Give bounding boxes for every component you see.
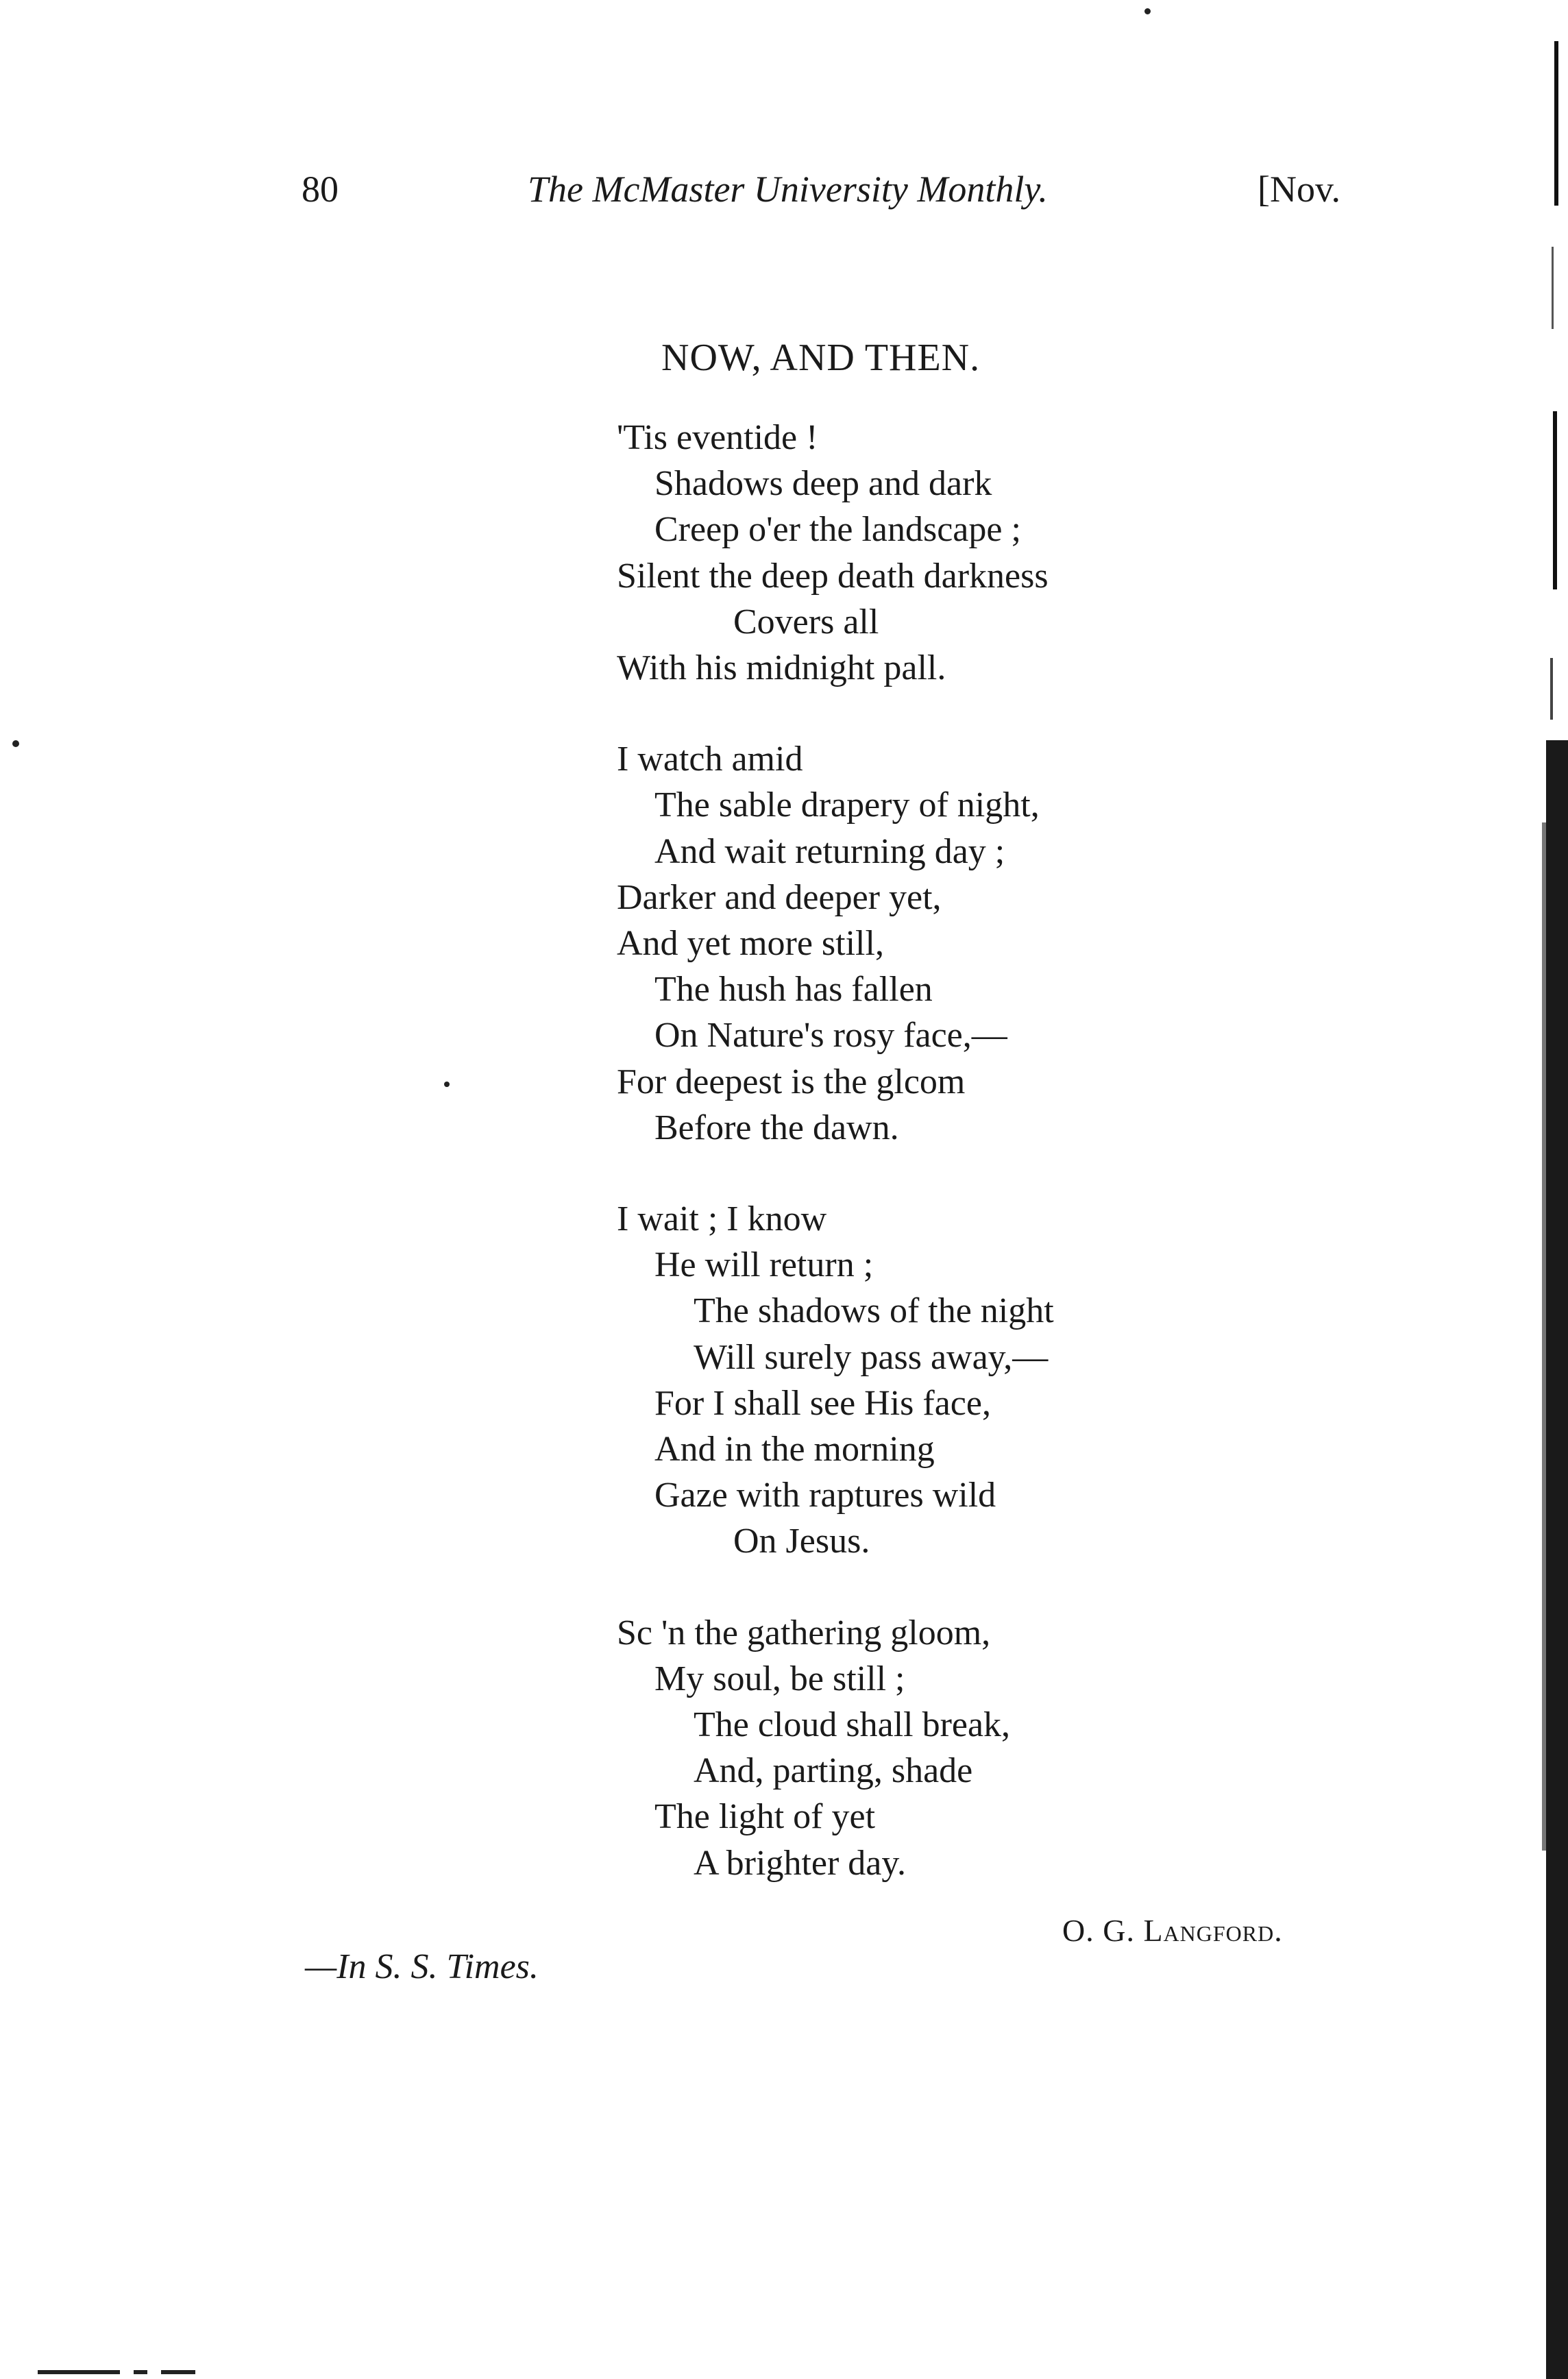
page-header (0, 168, 1568, 223)
scan-speck (444, 1082, 450, 1087)
poem-line: I wait ; I know (617, 1199, 827, 1239)
poem-line: Gaze with raptures wild (654, 1476, 996, 1515)
scan-edge-shadow (1527, 0, 1568, 2379)
poem-line: He will return ; (654, 1245, 874, 1285)
poem-author (1062, 1912, 1283, 1949)
poem-line: On Jesus. (733, 1522, 870, 1561)
poem-line: And, parting, shade (694, 1751, 973, 1791)
poem-title: NOW, AND THEN. (661, 337, 981, 379)
poem-line: 'Tis eventide ! (617, 418, 818, 457)
poem-line: Will surely pass away,— (694, 1337, 1049, 1377)
author-name: O. G. Langford. (1062, 1913, 1283, 1948)
poem-line: Sc 'n the gathering gloom, (617, 1613, 991, 1652)
scan-rule (38, 2370, 195, 2374)
poem-line: Shadows deep and dark (654, 464, 992, 504)
scan-speck (1144, 8, 1151, 14)
poem-body (617, 415, 1054, 1931)
poem-source: —In S. S. Times. (305, 1947, 539, 1986)
stanza (617, 736, 1054, 1151)
poem-line: Before the dawn. (654, 1108, 899, 1147)
page-number: 80 (302, 169, 339, 210)
poem-line: For deepest is the glcom (617, 1062, 966, 1101)
poem-line: Creep o'er the landscape ; (654, 510, 1021, 550)
poem-line: Silent the deep death darkness (617, 556, 1049, 596)
poem-line: The hush has fallen (654, 970, 933, 1010)
poem-line: I watch amid (617, 740, 803, 779)
issue-month: [Nov. (1258, 169, 1340, 210)
poem-line: For I shall see His face, (654, 1383, 991, 1423)
poem-line: The light of yet (654, 1797, 876, 1837)
poem-line: My soul, be still ; (654, 1659, 905, 1698)
stanza (617, 1196, 1054, 1565)
poem-line: The shadows of the night (694, 1291, 1054, 1331)
stanza (617, 415, 1054, 691)
poem-line: And yet more still, (617, 924, 884, 964)
poem-line: Covers all (733, 602, 879, 642)
poem-line: The sable drapery of night, (654, 785, 1040, 825)
journal-title: The McMaster University Monthly. (528, 169, 1048, 210)
poem-line: Darker and deeper yet, (617, 877, 942, 917)
poem-line: And in the morning (654, 1430, 935, 1469)
stanza (617, 1610, 1054, 1886)
poem-line: With his midnight pall. (617, 648, 946, 688)
poem-line: On Nature's rosy face,— (654, 1016, 1007, 1056)
poem-line: And wait returning day ; (654, 831, 1005, 871)
scan-speck (12, 740, 19, 747)
poem-line: A brighter day. (694, 1843, 906, 1883)
poem-line: The cloud shall break, (694, 1705, 1011, 1745)
